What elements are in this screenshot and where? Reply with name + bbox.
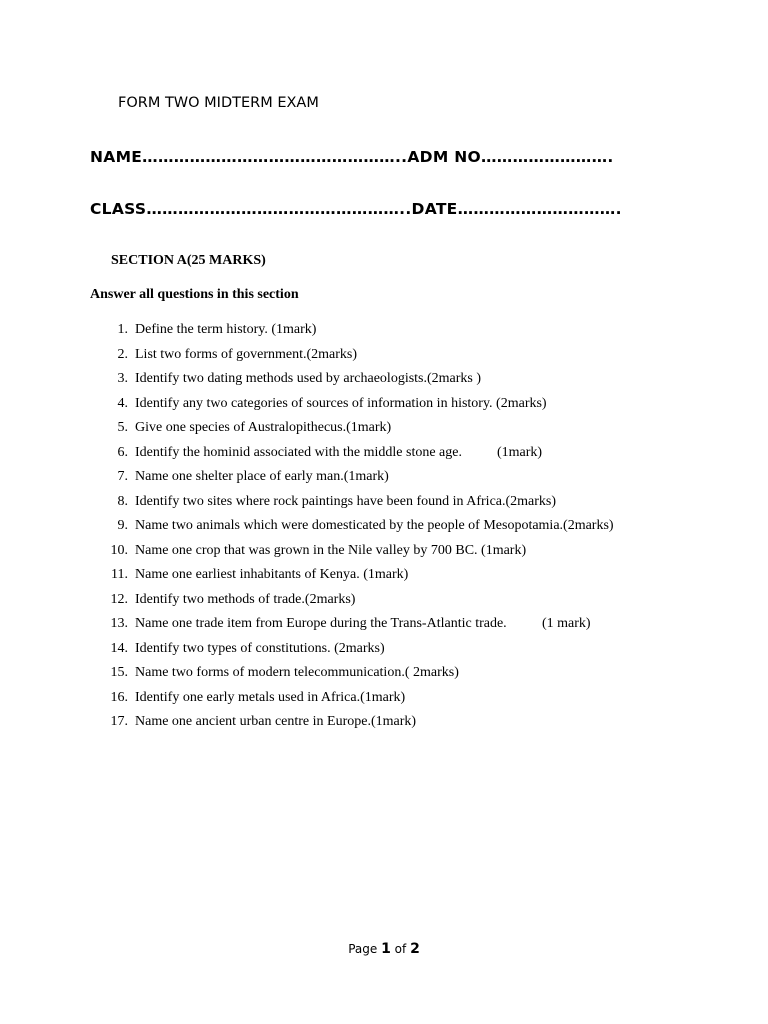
question-number: 8. <box>117 493 128 509</box>
question-number: 9. <box>117 518 128 533</box>
question-number: 14. <box>110 640 128 656</box>
current-page: 1 <box>381 941 391 957</box>
question-text: Identify the hominid associated with the middle stone age. <box>135 444 462 460</box>
section-title: SECTION A(25 MARKS) <box>111 253 266 268</box>
question-text: List two forms of government.(2marks) <box>135 346 358 362</box>
question-text: Name one earliest inhabitants of Kenya. (1mark) <box>135 567 409 582</box>
of-label: of <box>394 942 407 956</box>
question-text: Name one ancient urban centre in Europe.(1mark) <box>135 714 417 729</box>
question-number: 16. <box>110 689 128 705</box>
question-text: Name one trade item from Europe during the Trans-Atlantic trade. <box>135 616 507 631</box>
question-text: Name one shelter place of early man.(1mark) <box>135 469 389 484</box>
question-number: 17. <box>110 714 128 729</box>
question-number: 13. <box>110 616 128 631</box>
question-text: Identify two sites where rock paintings have been found in Africa.(2marks) <box>135 493 557 509</box>
question-number: 5. <box>117 420 128 435</box>
question-text: Identify any two categories of sources of information in history. (2marks) <box>135 395 547 411</box>
page-footer <box>0 941 768 957</box>
question-number: 2. <box>117 346 128 362</box>
question-number: 4. <box>117 395 128 411</box>
question-number: 12. <box>110 591 128 607</box>
question-number: 6. <box>117 444 128 460</box>
name-adm-line: NAME…………………………………………..ADM NO……………………. <box>90 148 614 166</box>
question-text: Define the term history. (1mark) <box>135 322 317 337</box>
question-number: 15. <box>110 665 128 680</box>
question-number: 7. <box>117 469 128 484</box>
question-mark: (1mark) <box>497 444 543 460</box>
question-text: Identify two methods of trade.(2marks) <box>135 591 356 607</box>
question-text: Give one species of Australopithecus.(1mark) <box>135 420 392 435</box>
question-number: 10. <box>110 542 128 558</box>
question-text: Identify one early metals used in Africa.(1mark) <box>135 689 406 705</box>
exam-title: FORM TWO MIDTERM EXAM <box>118 95 319 111</box>
question-number: 1. <box>117 322 128 337</box>
question-text: Name two animals which were domesticated by the people of Mesopotamia.(2marks) <box>135 518 614 533</box>
class-date-line: CLASS…………………………………………..DATE…………………………. <box>90 200 622 218</box>
question-mark: (1 mark) <box>542 616 591 631</box>
total-pages: 2 <box>410 941 420 957</box>
page-label: Page <box>348 942 378 956</box>
question-number: 11. <box>111 567 128 582</box>
question-text: Identify two types of constitutions. (2marks) <box>135 640 385 656</box>
question-text: Name two forms of modern telecommunication.( 2marks) <box>135 665 459 680</box>
question-text: Identify two dating methods used by archaeologists.(2marks ) <box>135 371 482 386</box>
question-text: Name one crop that was grown in the Nile valley by 700 BC. (1mark) <box>135 542 527 558</box>
section-instruction: Answer all questions in this section <box>90 287 299 302</box>
question-number: 3. <box>117 371 128 386</box>
